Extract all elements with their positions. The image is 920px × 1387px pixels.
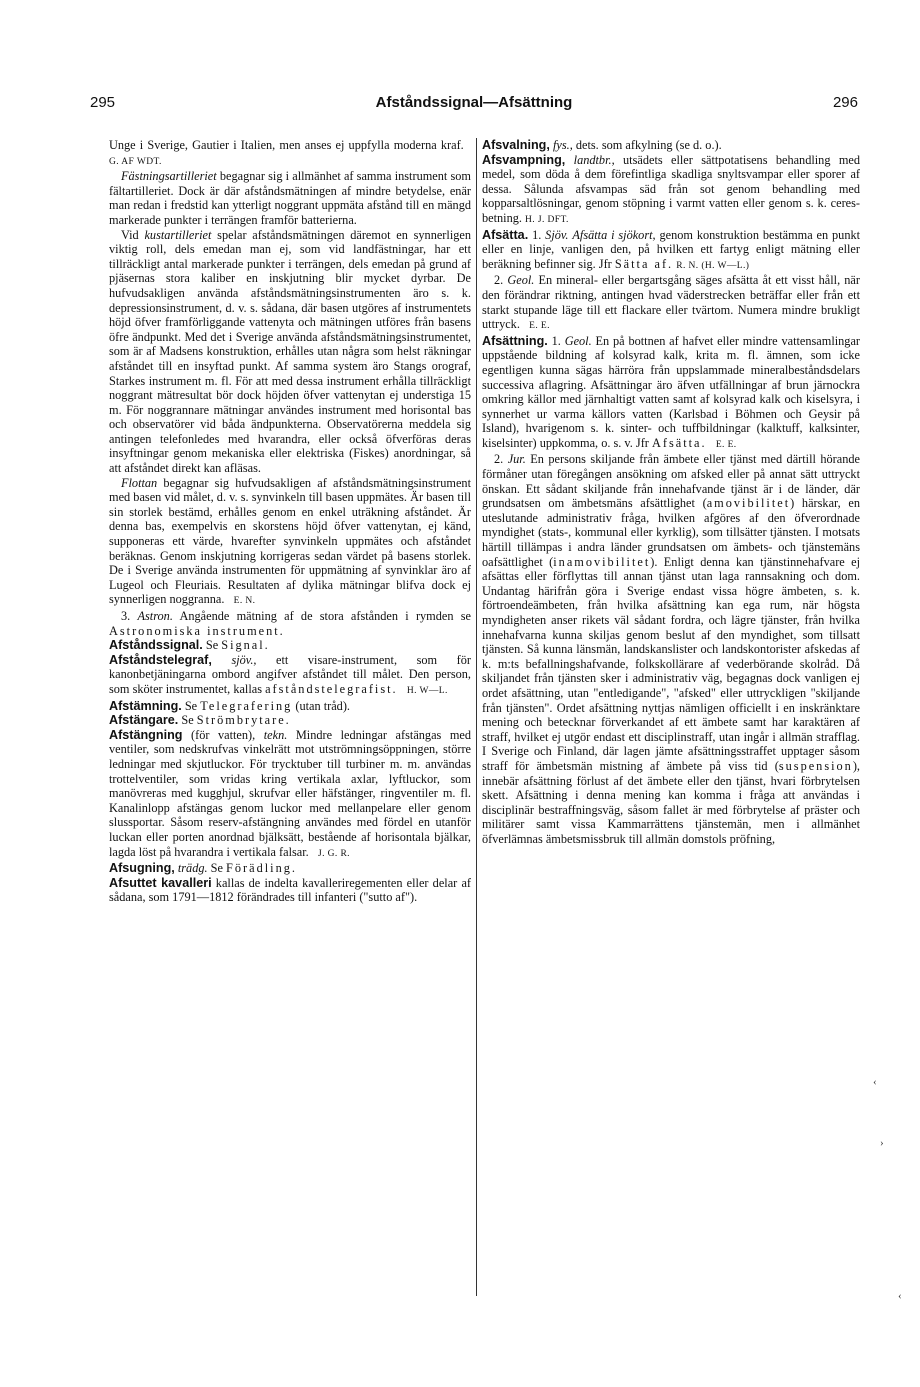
paragraph: Flottan begagnar sig hufvudsakligen af afståndsmätningsinstrument med basen vid målet, d. v. s. synvinkeln till basen uppmätes. Är basen till sin storlek bestämd, erhålles genom en enkel uträkning afståndet. Är denna bas, exempelvis en skorstens höjd öfver vattenytan, ej känd, supponeras ett värde, hvarefter synvinkeln uppmätes och afståndet beräknas. Genom inskjutning korrigeras sedan värdet på basens storlek. De i Sverige använda instrumenten för uppmätning af synvinklar äro af Lugeol och Fleuriais. Resultaten af dylika mätningar blifva dock ej synnerligen noggranna. E. N. bbox=[109, 475, 471, 607]
right-column bbox=[482, 138, 860, 847]
headword: Afsättning. bbox=[482, 333, 548, 348]
running-title: Afståndssignal—Afsättning bbox=[375, 94, 573, 111]
margin-mark: ‹ bbox=[873, 1076, 877, 1088]
paragraph: 2. Jur. En persons skiljande från ämbete eller tjänst med därtill hörande förmåner utan föregången ansökning om afsked eller på annat sätt uttryckt önskan. Ett sådant skiljande från innehafvande tjänst är i de länder, där grundsatsen om ämbetsmäns afsättlighet (amovibilitet) härskar, en uteslutande administrativ fråga, hvilken afgöres af den öfverordnade myndighet (stats-, kommunal eller kyrklig), som tillsätter tjänsten. I motsats härtill tillämpas i andra länder grundsatsen om ämbets- och tjänstemäns oafsättlighet (inamovibilitet). Enligt denna kan tjänstinnehafvare ej afsättas eller förflyttas till annan tjänst utan laga rannsakning och dom. Undantag härifrån göra i Sverige endast vissa högre ämbeten, s. k. förtroendeämbeten, från hvilka afsättning kan ega rum, när högsta myndigheten anser rikets väl sådant fordra, och lägre tjänster, från hvilka innehafvarna kunna skiljas genom beslut af den myndighet, som tillsatt tjänsten. Så kunna länsmän, landskanslister och landskontorister afskedas af k. m:ts befallningshafvande, folkskollärare af vederbörande skolråd. Då skiljandet från tjänsten sker i administrativ väg, begagnas dock vanligen ej ordet afsättning, utan "entledigande", "afsked" eller uttryckligen "skiljande från tjänsten". Ordet afsättning nyttjas nämligen officiellt i en inskränktare mening och betecknar förverkandet af ett ämbete samt har karaktären af straff, hvilket ej utgör endast ett disciplinstraff, utan ingår i allmän strafflag. I Sverige och Finland, där lagen jämte afsättningsstraffet upptager såsom straff för ämbetsmän mistning af ämbete på viss tid (suspension), innebär afsättning förlust af det ämbete eller den tjänst, hvari förbrytelsen skett. Afsättning i denna mening kan komma i fråga att användas i disciplinär bestraffningsväg, såsom fallet är med förbrytelse af präster och militärer samt vissa Kammarrättens tjänstemän, men i allmänhet öfverlämnas ämbetsmissbruk till allmän domstols pröfning, bbox=[482, 452, 860, 846]
author-signature: R. N. (H. W—L.) bbox=[676, 260, 750, 271]
author-signature: J. G. R. bbox=[317, 848, 350, 859]
paragraph: Unge i Sverige, Gautier i Italien, men anses ej uppfylla moderna kraf. G. AF WDT. bbox=[109, 138, 464, 167]
headword: Afsugning, bbox=[109, 861, 175, 876]
entry-afsugning: Afsugning, trädg. Se Förädling. bbox=[109, 861, 297, 876]
entry-afsvampning: Afsvampning, landtbr., utsädets eller sättpotatisens behandling med medel, som döda å dem förefintliga skadliga snyltsvampar eller sporer af dessa. Sålunda afsvampas säd från sot genom behandling med kopparsaltlösningar, genom stöpning i varmt vatten eller genom s. k. ceres-betning. H. J. DFT. bbox=[482, 152, 861, 225]
author-signature: G. AF WDT. bbox=[109, 156, 162, 167]
paragraph: Vid kustartilleriet spelar afståndsmätningen däremot en synnerligen viktig roll, dels emedan man ej, som vid landfästningar, har ett tillräckligt antal markerade punkter i terrängen, dels emedan på grund af pjäsernas stora kaliber en inskjutning blir mycket dyrbar. De hufvudsakligen använda afståndsmätningsinstrumenten äro s. k. depressionsinstrument, d. v. s. sådana, där basen utgöres af instrumentets höjd öfver framförliggande vattenyta och mätningen utföres från basens öfre ändpunkt. Med det i Sverige använda afståndsmätningsinstrumentet, som är af Madsens konstruktion, erhålles utan några som helst räkningar afståndet till en insyftad punkt. Af samma system äro Stangs orograf, Starkes instrument m. fl. För att med dessa instrument erhålla tillräckligt noggrant mätresultat bör dock höjden öfver vattenytan ej understiga 15 m. För noggrannare mätningar användes instrument med horisontal bas och observatörer vid båda ändpunkterna. Observatörerna meddela sig antingen telefonledes med hvarandra, eller också öfverföras deras insyftningar genom mekaniska eller elektriska (Fiskes) anordningar, så att afståndet direkt kan afläsas. bbox=[109, 227, 471, 476]
author-signature: E. N. bbox=[233, 596, 256, 607]
running-header bbox=[90, 94, 858, 118]
page-number-left: 295 bbox=[90, 94, 116, 111]
headword: Afstängning bbox=[109, 727, 183, 742]
entry-afstangning: Afstängning (för vatten), tekn. Mindre ledningar afstängas med ventiler, som nedskrufvas vinkelrätt mot utströmningsöppningen, större ledningar med skjutluckor. För trycktuber till turbiner m. m. användas trottelventiler, som vridas kring vertikala axlar, lyftluckor, som manövreras med kugghjul, skrufvar eller häfstänger, ringventiler m. fl. Kanalinlopp afstängas genom luckor med mellanpelare eller genom slussportar. Såsom reserv-afstängning användes med fördel en utanför luckan eller porten anordnad bjälksätt, bestående af horisontala bjälkar, lagda löst på hvarandra i vertikala falsar. J. G. R. bbox=[109, 727, 472, 859]
paragraph: Fästningsartilleriet begagnar sig i allmänhet af samma instrument som fältartilleriet. Dock är där afståndsmätningen af mindre betydelse, enär man redan i fredstid kan ytterligt noggrant uppmäta afstånd till en mängd markerade punkter i terrängen framför batterierna. bbox=[109, 169, 471, 227]
page-number-right: 296 bbox=[832, 94, 858, 111]
entry-afsvalning: Afsvalning, fys., dets. som afkylning (se d. o.). bbox=[482, 138, 722, 152]
entry-afstandssignal: Afståndssignal. Se Signal. bbox=[109, 638, 270, 653]
headword: Afsvalning, bbox=[482, 138, 550, 152]
headword: Afståndssignal. bbox=[109, 638, 203, 653]
author-signature: E. E. bbox=[529, 321, 550, 332]
entry-afstamning: Afstämning. Se Telegrafering (utan tråd). bbox=[109, 698, 351, 713]
margin-mark: ‹ bbox=[898, 1290, 902, 1302]
paragraph: 2. Geol. En mineral- eller bergartsgång säges afsätta åt ett visst håll, när den förändrar riktning, antingen hvad väderstrecken beträffar eller från ett starkt stupande läge till ett flackare eller tvärtom. Numera mindre brukligt uttryck. E. E. bbox=[482, 273, 860, 332]
left-column bbox=[109, 138, 471, 905]
headword: Afstängare. bbox=[109, 713, 179, 728]
entry-afstangare: Afstängare. Se Strömbrytare. bbox=[109, 713, 291, 728]
author-signature: E. E. bbox=[715, 439, 737, 450]
headword: Afsuttet kavalleri bbox=[109, 875, 212, 890]
headword: Afsätta. bbox=[482, 227, 529, 242]
column-rule bbox=[476, 138, 477, 1296]
entry-afsattning: Afsättning. 1. Geol. En på bottnen af hafvet eller mindre vattensamlingar uppstående bildning af kolsyrad kalk, krita m. fl. ämnen, som icke egentligen kunna sägas härröra från uppslammade mineralbeståndsdelars successiva aflagring. Afsättningar äro äfven utfällningar af brun järnockra omkring källor med järnhaltigt vatten samt af kolsyrad kalk och kiselsyra, i synnerhet ur varma källors vatten (Karlsbad i Böhmen och Geysir på Island), hvarigenom s. k. sinter- och tuffbildningar (kalktuff, kalksinter, kiselsinter) uppkomma, o. s. v. Jfr Afsätta. E. E. bbox=[482, 333, 861, 450]
entry-afstandstelegraf: Afståndstelegraf, sjöv., ett visare-instrument, som för kanonbetjäningarna ombord angifver afståndet till målet. Den person, som sköter instrumentet, kallas afståndstelegrafist. H. W—L. bbox=[109, 652, 471, 696]
margin-mark: › bbox=[880, 1137, 884, 1149]
headword: Afstämning. bbox=[109, 698, 182, 713]
entry-afsatta: Afsätta. 1. Sjöv. Afsätta i sjökort, genom konstruktion bestämma en punkt eller en linje, vanligen den, på hvilken ett fartyg enligt mätning eller beräkning befinner sig. Jfr Sätta af. R. N. (H. W—L.) bbox=[482, 227, 861, 271]
headword: Afståndstelegraf, bbox=[109, 652, 212, 667]
headword: Afsvampning, bbox=[482, 152, 566, 167]
author-signature: H. W—L. bbox=[406, 685, 448, 696]
entry-afsuttet-kavalleri: Afsuttet kavalleri kallas de indelta kavalleriregementen eller delar af sådana, som 1791—1812 förändrades till infanteri ("sutto af"). bbox=[109, 875, 471, 905]
author-signature: H. J. DFT. bbox=[525, 214, 569, 225]
paragraph: 3. Astron. Angående mätning af de stora afstånden i rymden se Astronomiska instrument. bbox=[109, 609, 471, 638]
